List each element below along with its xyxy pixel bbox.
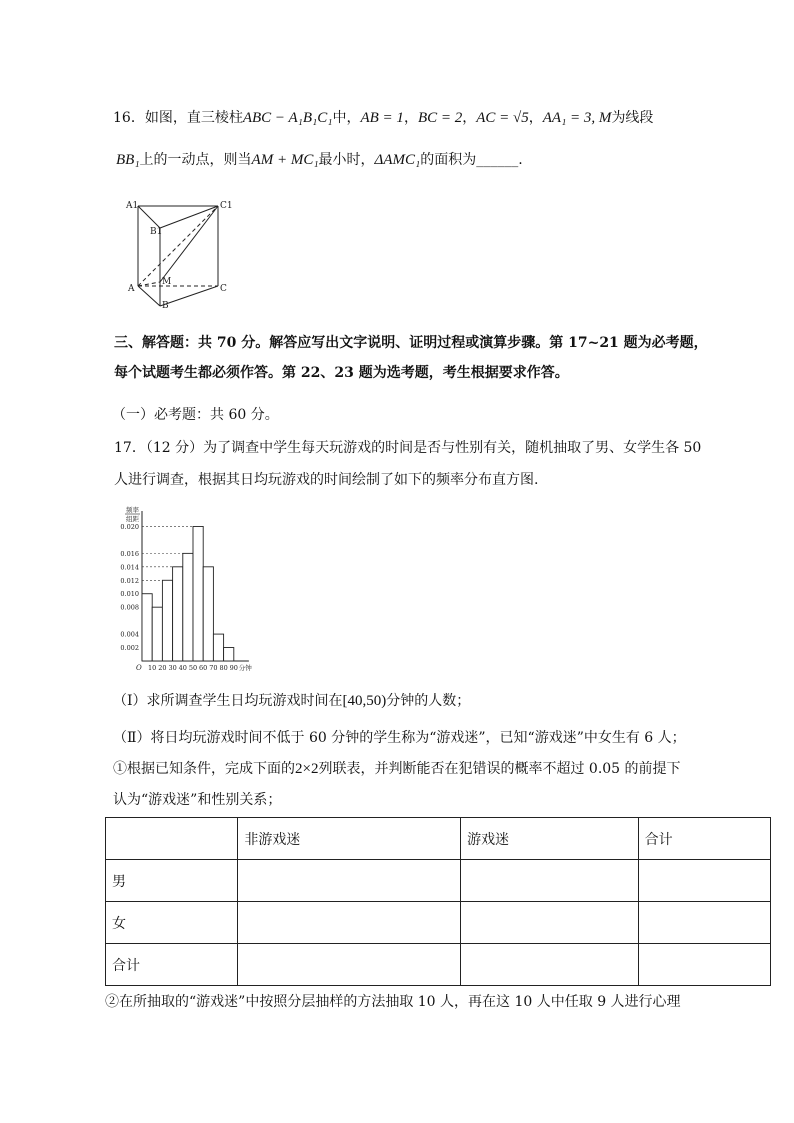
table-header-row [106,818,771,860]
y-tick-label: 0.002 [120,644,139,653]
table-cell [238,860,461,902]
q17-sub1-line2: 认为“游戏迷”和性别关系； [113,792,282,808]
part1-text: 分钟的人数； [386,693,471,709]
contingency-table [105,817,771,986]
y-tick-label: 0.016 [120,549,139,558]
q16-line2 [116,150,523,170]
table-cell [238,944,461,986]
prism-figure [124,196,234,311]
expr: AM + MC₁ [251,152,319,168]
triangle: ΔAMC₁ [374,152,421,168]
aa1-eq: AA₁ = 3, M [542,110,612,126]
table-row [106,860,771,902]
edge-bc [160,286,218,306]
q17-sub2: ②在所抽取的“游戏迷”中按照分层抽样的方法抽取 10 人，再在这 10 人中任取 9 人进行心理 [105,994,681,1010]
sep: ， [403,110,418,126]
y-tick-label: 0.014 [120,563,139,572]
table-cell [238,902,461,944]
x-tick-label: 10 [148,664,157,672]
label-a1: A1 [126,201,139,211]
sep: ， [528,110,543,126]
q16-text: 上的一动点，则当 [139,152,252,168]
frequency-histogram [108,503,298,675]
part1-text: （Ⅰ）求所调查学生日均玩游戏时间在 [113,693,343,709]
row-label: 合计 [106,944,238,986]
y-axis-title-bottom: 组距 [126,515,139,523]
label-a: A [128,284,135,294]
histogram-bar [193,526,203,661]
section3-line2: 每个试题考生都必须作答。第 22、23 题为选考题，考生根据要求作答。 [114,365,569,381]
x-tick-label: 30 [168,664,177,672]
interval: [40,50) [342,693,387,709]
required-header: （一）必考题：共 60 分。 [112,407,279,423]
label-c: C [220,284,227,294]
label-c1: C1 [220,201,233,211]
x-tick-label: 60 [199,664,208,672]
q16-text: 最小时， [318,152,375,168]
bc-eq: BC = 2 [417,110,463,126]
dim: 2×2 [295,761,319,777]
q16-suffix: 为线段 [611,110,654,126]
x-tick-label: 40 [178,664,187,672]
q16-mid: 中， [332,110,361,126]
origin-label: O [136,664,142,672]
histogram-bar [152,607,162,661]
q16-line1 [113,108,653,128]
histogram-bar [162,580,172,661]
segment-am [138,282,160,286]
y-tick-label: 0.008 [120,603,139,612]
y-tick-label: 0.012 [120,576,139,585]
answer-blank: ______ [476,152,519,168]
histogram-bar [142,594,152,661]
row-label: 女 [106,902,238,944]
q17-line1: 17．（12 分）为了调查中学生每天玩游戏的时间是否与性别有关，随机抽取了男、女学生各 50 [114,440,702,456]
q17-sub1 [113,759,681,779]
table-header: 合计 [638,818,770,860]
label-m: M [162,277,172,287]
table-cell [638,902,770,944]
x-tick-label: 70 [209,664,218,672]
row-label: 男 [106,860,238,902]
sub1-text: ①根据已知条件，完成下面的 [113,761,295,777]
label-b: B [162,301,169,311]
y-axis-title-top: 频率 [126,506,139,514]
table-cell [106,818,238,860]
table-row [106,902,771,944]
edge-a1b1 [138,206,160,228]
ab-eq: AB = 1 [360,110,404,126]
table-header: 游戏迷 [461,818,639,860]
q16-text: 的面积为 [420,152,477,168]
table-cell [461,902,639,944]
table-cell [638,944,770,986]
period: . [518,152,523,168]
bb1: BB₁ [116,152,140,168]
histogram-bar [203,567,213,661]
q17-part2: （Ⅱ）将日均玩游戏时间不低于 60 分钟的学生称为“游戏迷”，已知“游戏迷”中女生有 6 人； [113,730,686,746]
prism-name: ABC − A₁B₁C₁ [242,110,333,126]
q17-line2: 人进行调查，根据其日均玩游戏的时间绘制了如下的频率分布直方图. [114,472,539,488]
x-tick-label: 50 [188,664,198,672]
ac-eq: AC = √5 [476,110,529,126]
table-cell [461,860,639,902]
histogram-bar [173,567,183,661]
sub1-text: 列联表，并判断能否在犯错误的概率不超过 0.05 的前提下 [318,761,681,777]
histogram-bar [213,634,223,661]
y-tick-label: 0.004 [120,630,139,639]
edge-ab [138,286,160,306]
label-b1: B1 [150,227,163,237]
table-cell [461,944,639,986]
sep: ， [462,110,477,126]
y-tick-label: 0.010 [120,590,139,599]
histogram-bar [224,648,234,661]
histogram-bar [183,553,193,661]
x-tick-label: 90 [229,664,238,672]
table-cell [638,860,770,902]
table-header: 非游戏迷 [238,818,461,860]
x-axis-title: 分钟 [238,664,252,672]
x-tick-label: 80 [219,664,228,672]
y-tick-label: 0.020 [120,522,139,531]
table-row [106,944,771,986]
section3-line1: 三、解答题：共 70 分。解答应写出文字说明、证明过程或演算步骤。第 17~21 题为必考题， [114,335,708,351]
q16-prefix: 16．如图，直三棱柱 [113,110,243,126]
q17-part1 [113,691,470,711]
x-tick-label: 20 [158,664,167,672]
